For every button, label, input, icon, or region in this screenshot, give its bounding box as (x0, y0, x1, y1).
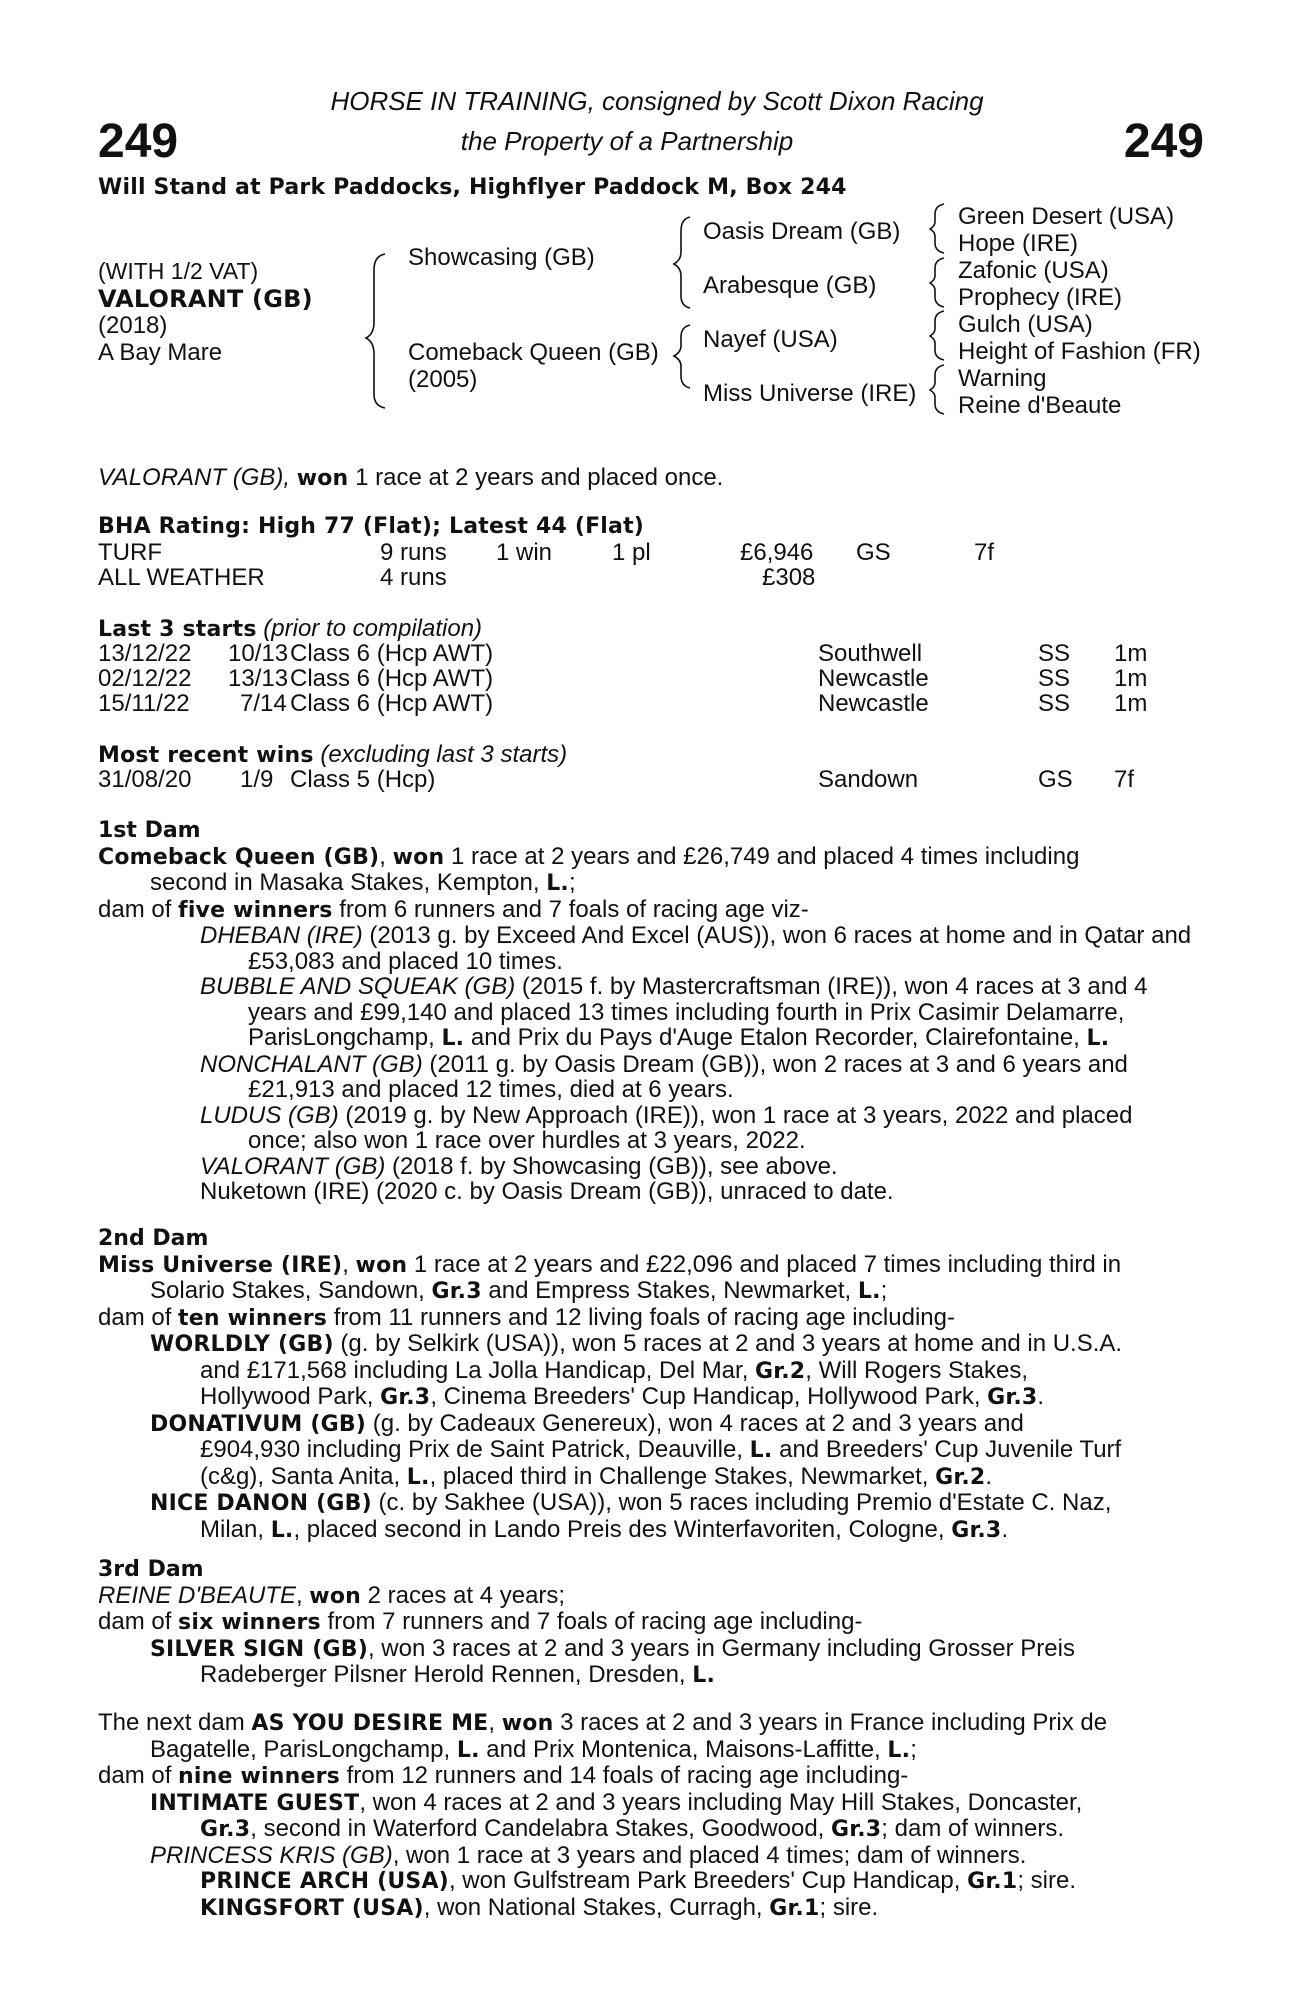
win-distance: 7f (1114, 766, 1135, 793)
winners-count: nine winners (178, 1764, 340, 1789)
rating-runs: 4 runs (380, 564, 447, 591)
dam-dam: Miss Universe (IRE) (703, 380, 917, 407)
text: from 12 runners and 14 foals of racing age including- (339, 1762, 909, 1789)
recent-heading (98, 743, 567, 767)
rating-distance: 7f (974, 539, 995, 566)
text: , placed third in Challenge Stakes, Newmarket, (429, 1462, 936, 1490)
sire-name: Showcasing (GB) (408, 244, 595, 271)
listed-mark: L. (1086, 1026, 1110, 1051)
grandparent-2: Hope (IRE) (958, 230, 1079, 257)
consignor-line: HORSE IN TRAINING, consigned by Scott Dixon Racing (330, 86, 984, 116)
vat-note: (WITH 1/2 VAT) (98, 258, 259, 284)
listed-mark: L. (857, 1279, 881, 1304)
progeny-name: DONATIVUM (GB) (150, 1411, 367, 1437)
summary-won: won (296, 466, 349, 491)
text: , won National Stakes, Curragh, (423, 1893, 770, 1921)
dam-name: REINE D'BEAUTE (98, 1581, 296, 1609)
text: ; (910, 1735, 917, 1763)
stabling-line: Will Stand at Park Paddocks, Highflyer Paddock M, Box 244 (98, 175, 847, 200)
group-mark: Gr.3 (987, 1385, 1038, 1410)
progeny-name: VALORANT (GB) (200, 1152, 386, 1180)
grandparent-7: Warning (958, 365, 1047, 392)
horse-description: A Bay Mare (98, 339, 223, 366)
progeny-name: INTIMATE GUEST (150, 1790, 360, 1816)
listed-mark: L. (692, 1663, 716, 1688)
listed-mark: L. (749, 1438, 773, 1463)
text: , Cinema Breeders' Cup Handicap, Hollywood Park, (430, 1383, 988, 1410)
next-dam-section (98, 1710, 1198, 1921)
progeny-name: SILVER SIGN (GB) (150, 1636, 368, 1662)
text: once; also won 1 race over hurdles at 3 years, 2022. (248, 1127, 806, 1154)
text: and Prix du Pays d'Auge Etalon Recorder, Clairefontaine, (464, 1024, 1087, 1051)
progeny-name: LUDUS (GB) (200, 1101, 339, 1129)
progeny-name: KINGSFORT (USA) (200, 1895, 424, 1921)
text: and Empress Stakes, Newmarket, (481, 1277, 858, 1304)
summary-horse-name: VALORANT (GB), (98, 464, 291, 491)
second-dam-section (98, 1226, 1198, 1543)
text: £21,913 and placed 12 times, died at 6 years. (248, 1076, 734, 1103)
win-position: 1/9 (240, 766, 274, 793)
start-date: 15/11/22 (98, 690, 190, 717)
text: dam of (98, 1303, 179, 1331)
text: Bagatelle, ParisLongchamp, (150, 1735, 457, 1763)
text: , won 4 races at 2 and 3 years including May Hill Stakes, Doncaster, (359, 1788, 1083, 1816)
listed-mark: L. (887, 1737, 911, 1763)
start-distance: 1m (1114, 640, 1148, 667)
grandparent-3: Zafonic (USA) (958, 257, 1109, 284)
text: second in Masaka Stakes, Kempton, (150, 869, 547, 896)
dam-name: Comeback Queen (GB) (98, 844, 380, 870)
group-mark: Gr.3 (200, 1817, 251, 1842)
group-mark: Gr.1 (769, 1895, 820, 1921)
start-distance: 1m (1114, 665, 1148, 692)
text: and Breeders' Cup Juvenile Turf (772, 1436, 1122, 1463)
section-title: 2nd Dam (98, 1226, 209, 1251)
progeny-line: Nuketown (IRE) (2020 c. by Oasis Dream (GB)), unraced to date. (200, 1178, 894, 1205)
text: 1 race at 2 years and £26,749 and placed 4 times including (444, 842, 1080, 870)
third-dam-section (98, 1557, 1198, 1689)
text: Milan, (200, 1515, 271, 1543)
rating-title: BHA Rating: High 77 (Flat); Latest 44 (Flat) (98, 514, 645, 539)
listed-mark: L. (456, 1737, 480, 1763)
start-distance: 1m (1114, 690, 1148, 717)
lot-number-left: 249 (98, 115, 179, 168)
text: dam of (98, 1762, 179, 1789)
rating-surface: TURF (98, 539, 162, 566)
property-line: the Property of a Partnership (460, 126, 794, 156)
rating-prize: £6,946 (740, 539, 814, 566)
listed-mark: L. (441, 1026, 465, 1051)
text: . (985, 1462, 993, 1490)
text: £904,930 including Prix de Saint Patrick, Deauville, (200, 1436, 750, 1463)
text: , (295, 1581, 310, 1609)
sire-dam: Arabesque (GB) (703, 272, 877, 299)
text: years and £99,140 and placed 13 times including fourth in Prix Casimir Delamarre, (248, 998, 1125, 1026)
group-mark: Gr.3 (951, 1517, 1002, 1543)
start-position: 10/13 (228, 640, 289, 667)
text: from 11 runners and 12 living foals of racing age including- (327, 1303, 955, 1331)
group-mark: Gr.2 (935, 1464, 986, 1490)
rating-wins: 1 win (496, 539, 553, 566)
start-date: 13/12/22 (98, 640, 192, 667)
rating-surface: ALL WEATHER (98, 564, 265, 591)
text: , (488, 1709, 502, 1736)
start-going: SS (1038, 665, 1071, 692)
dam-sire: Nayef (USA) (703, 326, 838, 353)
section-title: 3rd Dam (98, 1557, 204, 1582)
rating-placed: 1 pl (612, 539, 651, 566)
text: and £171,568 including La Jolla Handicap, Del Mar, (200, 1356, 756, 1384)
summary-text: 1 race at 2 years and placed once. (355, 464, 724, 491)
winners-count: six winners (178, 1610, 321, 1635)
progeny-name: NONCHALANT (GB) (200, 1050, 423, 1078)
text: (g. by Selkirk (USA)), won 5 races at 2 and 3 years at home and in U.S.A. (333, 1330, 1123, 1357)
dam-year: (2005) (408, 366, 478, 393)
text: ParisLongchamp, (248, 1024, 442, 1051)
text: ; dam of winners. (881, 1815, 1065, 1842)
text: dam of (98, 1608, 179, 1635)
grandparent-4: Prophecy (IRE) (958, 284, 1123, 311)
won-label: won (501, 1711, 554, 1736)
text: Hollywood Park, (200, 1383, 381, 1410)
text: , Will Rogers Stakes, (805, 1356, 1029, 1384)
text: from 7 runners and 7 foals of racing age including- (320, 1608, 863, 1635)
winners-count: five winners (178, 897, 333, 923)
first-dam-section (98, 818, 1198, 1205)
text: , won Gulfstream Park Breeders' Cup Handicap, (448, 1867, 968, 1894)
dam-name: Miss Universe (IRE) (98, 1252, 343, 1278)
text: £53,083 and placed 10 times. (248, 947, 563, 975)
rating-going: GS (856, 539, 891, 566)
sire-sire: Oasis Dream (GB) (703, 218, 901, 245)
text: , won 1 race at 3 years and placed 4 times; dam of winners. (392, 1841, 1027, 1869)
listed-mark: L. (270, 1517, 294, 1543)
rating-prize: £308 (762, 564, 816, 591)
text: (c. by Sakhee (USA)), won 5 races including Premio d'Estate C. Naz, (371, 1489, 1112, 1516)
grandparent-5: Gulch (USA) (958, 311, 1093, 338)
winners-count: ten winners (178, 1305, 328, 1331)
group-mark: Gr.3 (431, 1279, 482, 1304)
text: , won 3 races at 2 and 3 years in Germany including Grosser Preis (367, 1634, 1075, 1662)
group-mark: Gr.3 (831, 1817, 882, 1842)
grandparent-1: Green Desert (USA) (958, 203, 1175, 230)
text: (2018 f. by Showcasing (GB)), see above. (385, 1152, 838, 1180)
win-race: Class 5 (Hcp) (290, 766, 436, 793)
rating-runs: 9 runs (380, 539, 447, 566)
start-position: 7/14 (240, 690, 287, 717)
last3-title: Last 3 starts (98, 617, 257, 642)
text: from 6 runners and 7 foals of racing age viz- (332, 895, 809, 923)
start-race: Class 6 (Hcp AWT) (290, 665, 494, 692)
text: ; sire. (1017, 1867, 1077, 1894)
race-summary (98, 466, 723, 490)
horse-year: (2018) (98, 312, 168, 339)
win-course: Sandown (818, 766, 919, 793)
text: (2019 g. by New Approach (IRE)), won 1 race at 3 years, 2022 and placed (338, 1101, 1133, 1129)
text: 3 races at 2 and 3 years in France including Prix de (553, 1709, 1108, 1736)
progeny-name: PRINCE ARCH (USA) (200, 1869, 449, 1894)
win-date: 31/08/20 (98, 766, 192, 793)
start-position: 13/13 (228, 665, 289, 692)
section-title: 1st Dam (98, 818, 201, 843)
text: , placed second in Lando Preis des Winterfavoriten, Cologne, (293, 1515, 952, 1543)
start-going: SS (1038, 690, 1071, 717)
start-course: Southwell (818, 640, 923, 667)
horse-name: VALORANT (GB) (98, 285, 313, 313)
text: , second in Waterford Candelabra Stakes, Goodwood, (250, 1815, 832, 1842)
text: (2015 f. by Mastercraftsman (IRE)), won 4 races at 3 and 4 (515, 973, 1148, 1000)
listed-mark: L. (546, 871, 569, 896)
won-label: won (392, 844, 445, 870)
text: . (1037, 1383, 1045, 1410)
won-label: won (309, 1583, 361, 1609)
dam-name: AS YOU DESIRE ME (251, 1711, 489, 1736)
text: , (342, 1250, 356, 1278)
text: (2011 g. by Oasis Dream (GB)), won 2 races at 3 and 6 years and (422, 1050, 1128, 1078)
progeny-name: DHEBAN (IRE) (200, 922, 363, 949)
text: and Prix Montenica, Maisons-Laffitte, (479, 1735, 888, 1763)
start-race: Class 6 (Hcp AWT) (290, 690, 494, 717)
dam-name: Comeback Queen (GB) (408, 339, 659, 366)
text: ; (880, 1277, 888, 1304)
start-course: Newcastle (818, 665, 929, 692)
text: dam of (98, 895, 179, 923)
text: ; sire. (819, 1893, 879, 1921)
progeny-name: BUBBLE AND SQUEAK (GB) (200, 973, 516, 1000)
last3-subtitle: (prior to compilation) (263, 615, 483, 642)
recent-subtitle: (excluding last 3 starts) (320, 741, 568, 768)
grandparent-6: Height of Fashion (FR) (958, 338, 1201, 365)
text: ; (569, 869, 576, 896)
group-mark: Gr.3 (380, 1385, 431, 1410)
start-date: 02/12/22 (98, 665, 192, 692)
progeny-name: PRINCESS KRIS (GB) (150, 1841, 393, 1869)
group-mark: Gr.1 (967, 1869, 1018, 1894)
text: , (379, 842, 393, 870)
group-mark: Gr.2 (755, 1358, 806, 1384)
text: Solario Stakes, Sandown, (150, 1277, 432, 1304)
start-course: Newcastle (818, 690, 929, 717)
last3-heading (98, 617, 482, 641)
text: (g. by Cadeaux Genereux), won 4 races at 2 and 3 years and (366, 1409, 1024, 1437)
progeny-name: NICE DANON (GB) (150, 1491, 372, 1516)
win-going: GS (1038, 766, 1073, 793)
progeny-name: WORLDLY (GB) (150, 1332, 334, 1357)
grandparent-8: Reine d'Beaute (958, 392, 1122, 419)
start-going: SS (1038, 640, 1071, 667)
recent-title: Most recent wins (98, 743, 314, 768)
won-label: won (355, 1252, 408, 1278)
text: 2 races at 4 years; (361, 1581, 566, 1609)
text: (2013 g. by Exceed And Excel (AUS)), won 6 races at home and in Qatar and (362, 922, 1192, 949)
listed-mark: L. (406, 1464, 430, 1490)
text: (c&g), Santa Anita, (200, 1462, 407, 1490)
lot-number-right: 249 (1123, 115, 1204, 168)
text: The next dam (98, 1709, 252, 1736)
text: 1 race at 2 years and £22,096 and placed 7 times including third in (407, 1250, 1122, 1278)
text: Radeberger Pilsner Herold Rennen, Dresden, (200, 1661, 693, 1688)
start-race: Class 6 (Hcp AWT) (290, 640, 494, 667)
text: . (1001, 1515, 1009, 1543)
